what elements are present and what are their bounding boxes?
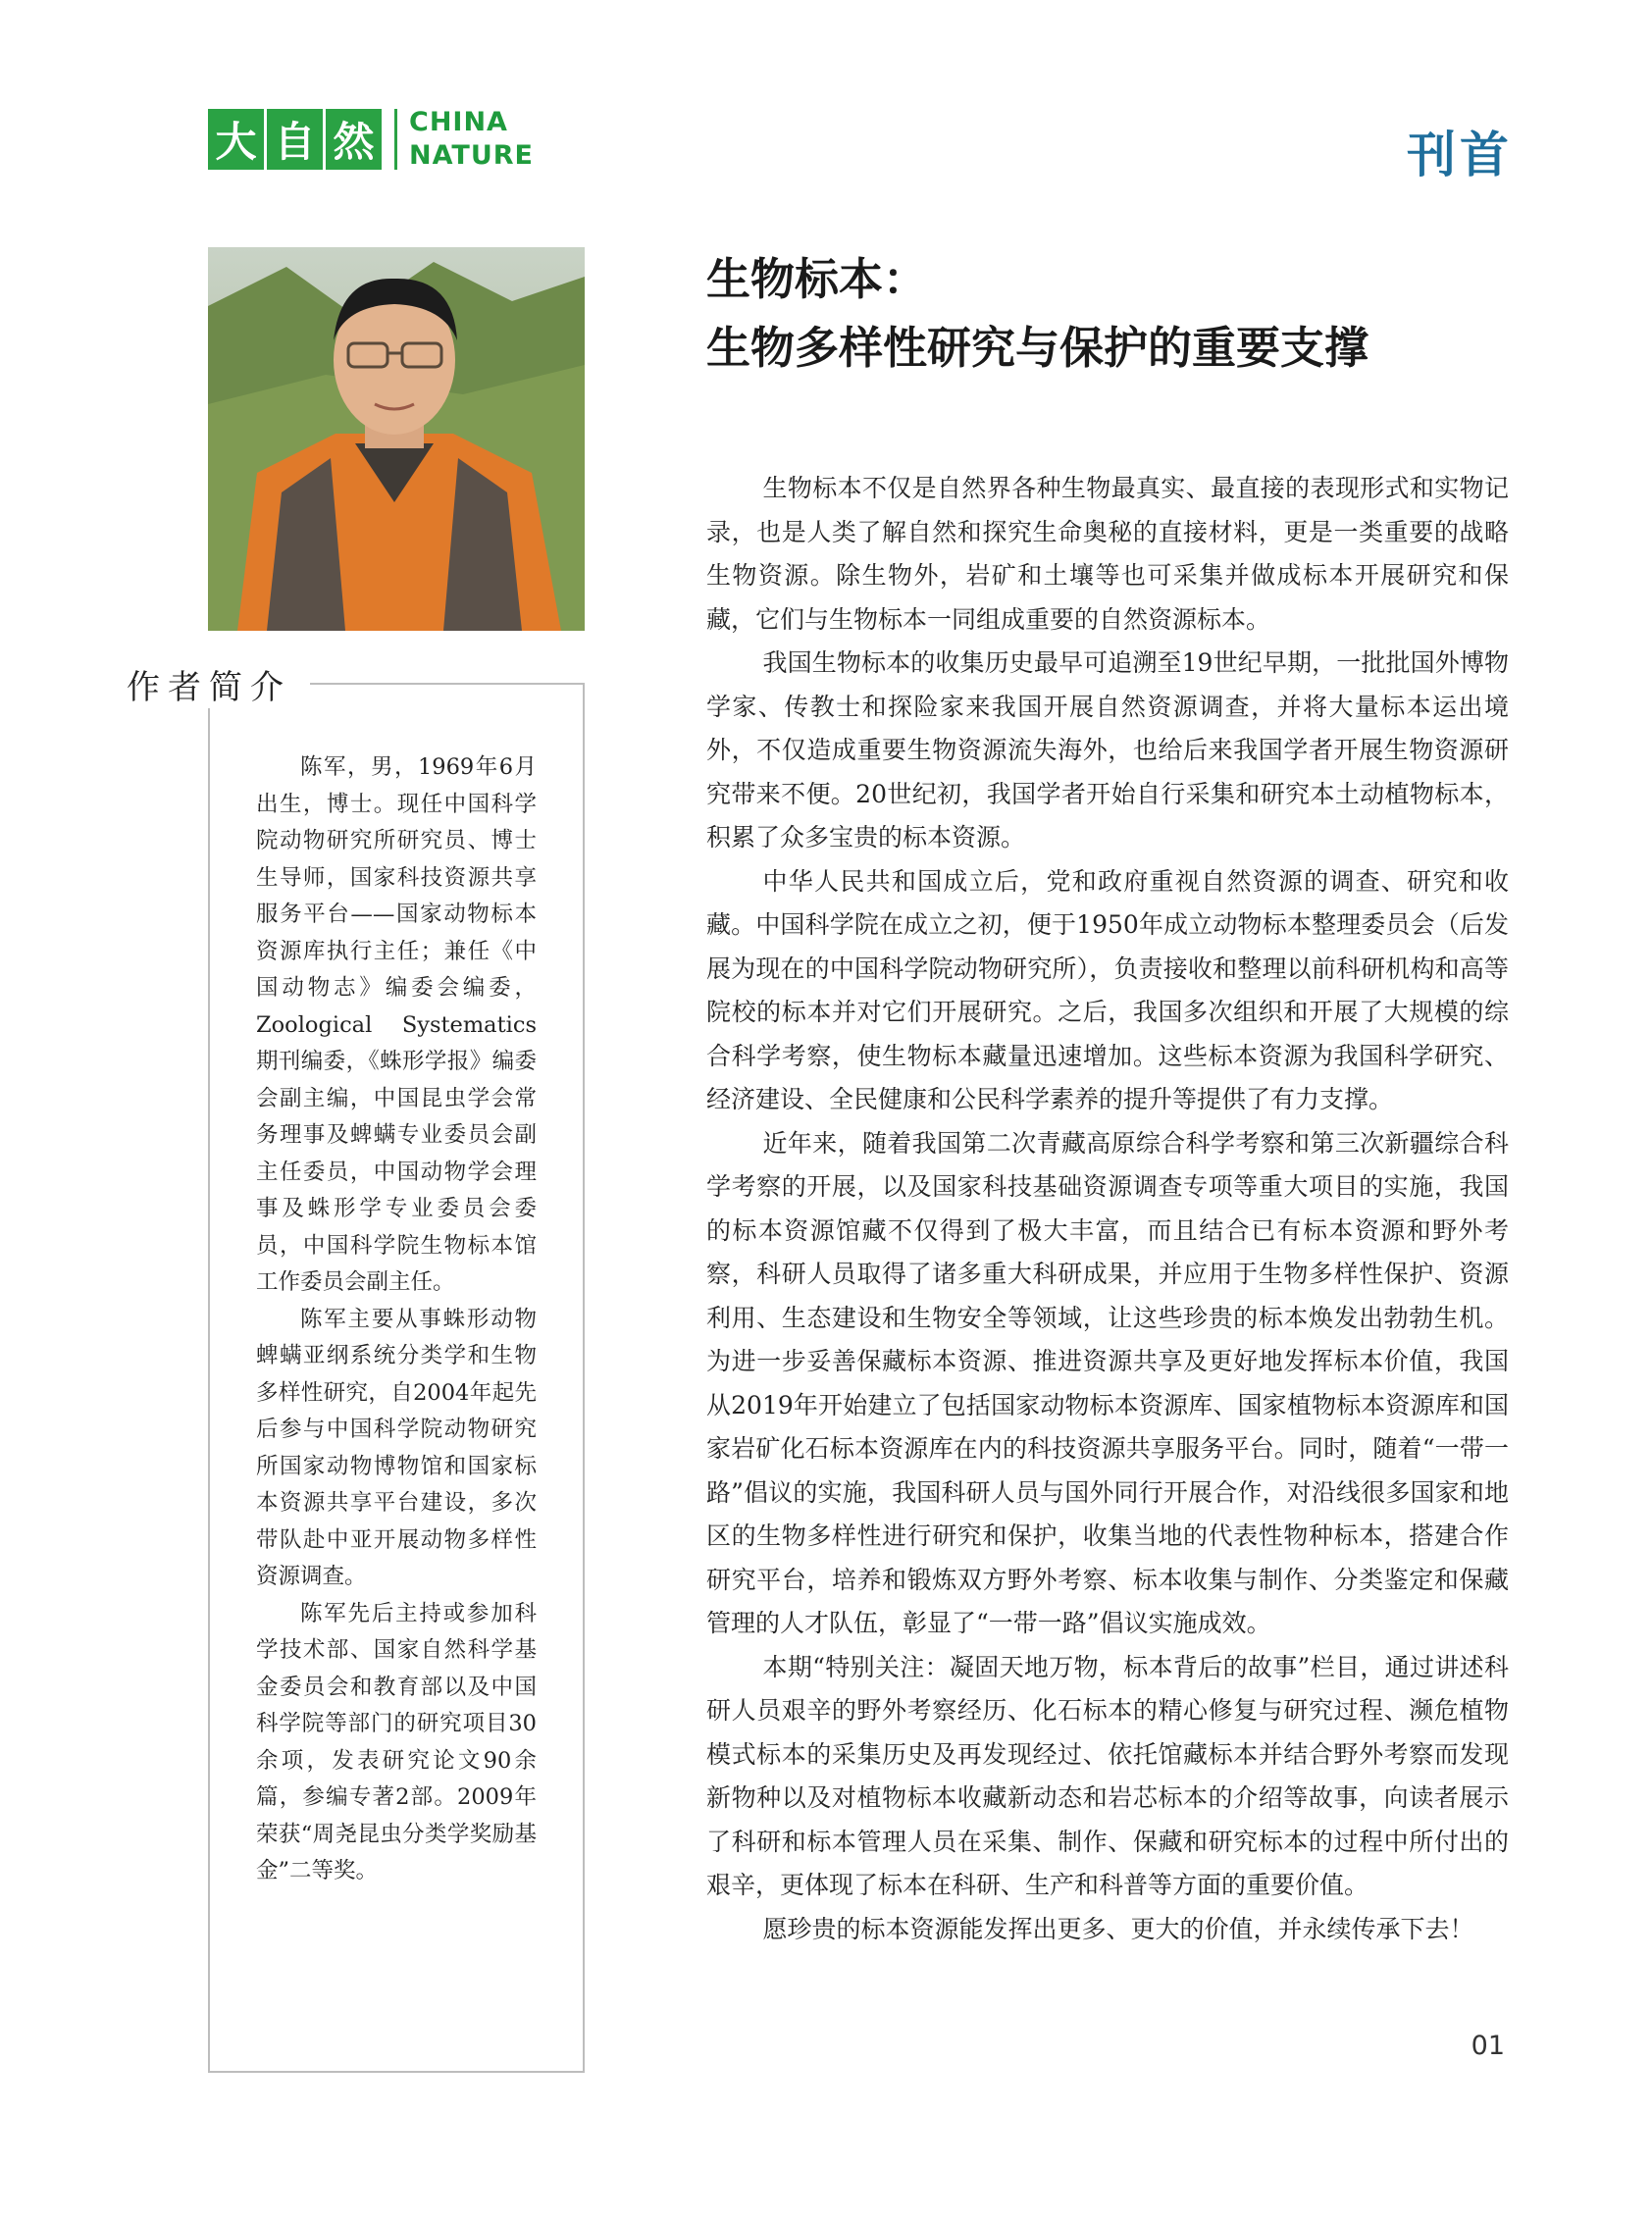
article-paragraph: 生物标本不仅是自然界各种生物最真实、最直接的表现形式和实物记录，也是人类了解自然和探究生命奥秘的直接材料，更是一类重要的战略生物资源。除生物外，岩矿和土壤等也可采集并做成标本开展研究和保藏，它们与生物标本一同组成重要的自然资源标本。 (706, 474, 1509, 634)
article-paragraph: 中华人民共和国成立后，党和政府重视自然资源的调查、研究和收藏。中国科学院在成立之初，便于1950年成立动物标本整理委员会（后发展为现在的中国科学院动物研究所），负责接收和整理以前科研机构和高等院校的标本并对它们开展研究。之后，我国多次组织和开展了大规模的综合科学考察，使生物标本藏量迅速增加。这些标本资源为我国科学研究、经济建设、全民健康和公民科学素养的提升等提供了有力支撑。 (706, 866, 1509, 1113)
page-number: 01 (1471, 2031, 1505, 2061)
logo-char: 自 (267, 109, 323, 170)
logo-en-line1: CHINA (409, 107, 508, 137)
logo-char: 大 (208, 109, 264, 170)
logo-english (409, 108, 534, 171)
article-body (706, 467, 1509, 1951)
author-bio-heading: 作者简介 (108, 660, 310, 708)
article-title-line1: 生物标本： (706, 253, 928, 305)
article-paragraph: 愿珍贵的标本资源能发挥出更多、更大的价值，并永续传承下去！ (762, 1914, 1474, 1943)
logo-char: 然 (326, 109, 382, 170)
article-title (706, 245, 1368, 383)
bio-paragraph: 陈军，男，1969年6月出生，博士。现任中国科学院动物研究所研究员、博士生导师，国家科技资源共享服务平台——国家动物标本资源库执行主任；兼任《中国动物志》编委会编委，Zoological Systematics 期刊编委，《蛛形学报》编委会副主编，中国昆虫学会常务理事及蜱螨专业委员会副主任委员，中国动物学会理事及蛛形学专业委员会委员，中国科学院生物标本馆工作委员会副主任。 (256, 754, 537, 1295)
logo-en-line2: NATURE (409, 140, 534, 171)
article-title-line2: 生物多样性研究与保护的重要支撑 (706, 322, 1369, 374)
bio-paragraph: 陈军先后主持或参加科学技术部、国家自然科学基金委员会和教育部以及中国科学院等部门的研究项目30余项，发表研究论文90余篇，参编专著2部。2009年荣获“周尧昆虫分类学奖励基金”二等奖。 (256, 1600, 537, 1883)
article-paragraph: 近年来，随着我国第二次青藏高原综合科学考察和第三次新疆综合科学考察的开展，以及国家科技基础资源调查专项等重大项目的实施，我国的标本资源馆藏不仅得到了极大丰富，而且结合已有标本资源和野外考察，科研人员取得了诸多重大科研成果，并应用于生物多样性保护、资源利用、生态建设和生物安全等领域，让这些珍贵的标本焕发出勃勃生机。为进一步妥善保藏标本资源、推进资源共享及更好地发挥标本价值，我国从2019年开始建立了包括国家动物标本资源库、国家植物标本资源库和国家岩矿化石标本资源库在内的科技资源共享服务平台。同时，随着“一带一路”倡议的实施，我国科研人员与国外同行开展合作，对沿线很多国家和地区的生物多样性进行研究和保护，收集当地的代表性物种标本，搭建合作研究平台，培养和锻炼双方野外考察、标本收集与制作、分类鉴定和保藏管理的人才队伍，彰显了“一带一路”倡议实施成效。 (706, 1128, 1509, 1637)
logo-chinese (208, 109, 385, 170)
magazine-logo (208, 108, 534, 171)
author-bio-text (256, 749, 537, 1890)
logo-divider (394, 109, 397, 170)
bio-paragraph: 陈军主要从事蛛形动物蜱螨亚纲系统分类学和生物多样性研究，自2004年起先后参与中国科学院动物研究所国家动物博物馆和国家标本资源共享平台建设，多次带队赴中亚开展动物多样性资源调查。 (256, 1306, 537, 1589)
section-label: 刊首 (1407, 127, 1513, 183)
author-photo (208, 247, 585, 631)
article-paragraph: 我国生物标本的收集历史最早可追溯至19世纪早期，一批批国外博物学家、传教士和探险家来我国开展自然资源调查，并将大量标本运出境外，不仅造成重要生物资源流失海外，也给后来我国学者开展生物资源研究带来不便。20世纪初，我国学者开始自行采集和研究本土动植物标本，积累了众多宝贵的标本资源。 (706, 648, 1509, 851)
article-paragraph: 本期“特别关注：凝固天地万物，标本背后的故事”栏目，通过讲述科研人员艰辛的野外考察经历、化石标本的精心修复与研究过程、濒危植物模式标本的采集历史及再发现经过、依托馆藏标本并结合野外考察而发现新物种以及对植物标本收藏新动态和岩芯标本的介绍等故事，向读者展示了科研和标本管理人员在采集、制作、保藏和研究标本的过程中所付出的艰辛，更体现了标本在科研、生产和科普等方面的重要价值。 (706, 1652, 1509, 1899)
